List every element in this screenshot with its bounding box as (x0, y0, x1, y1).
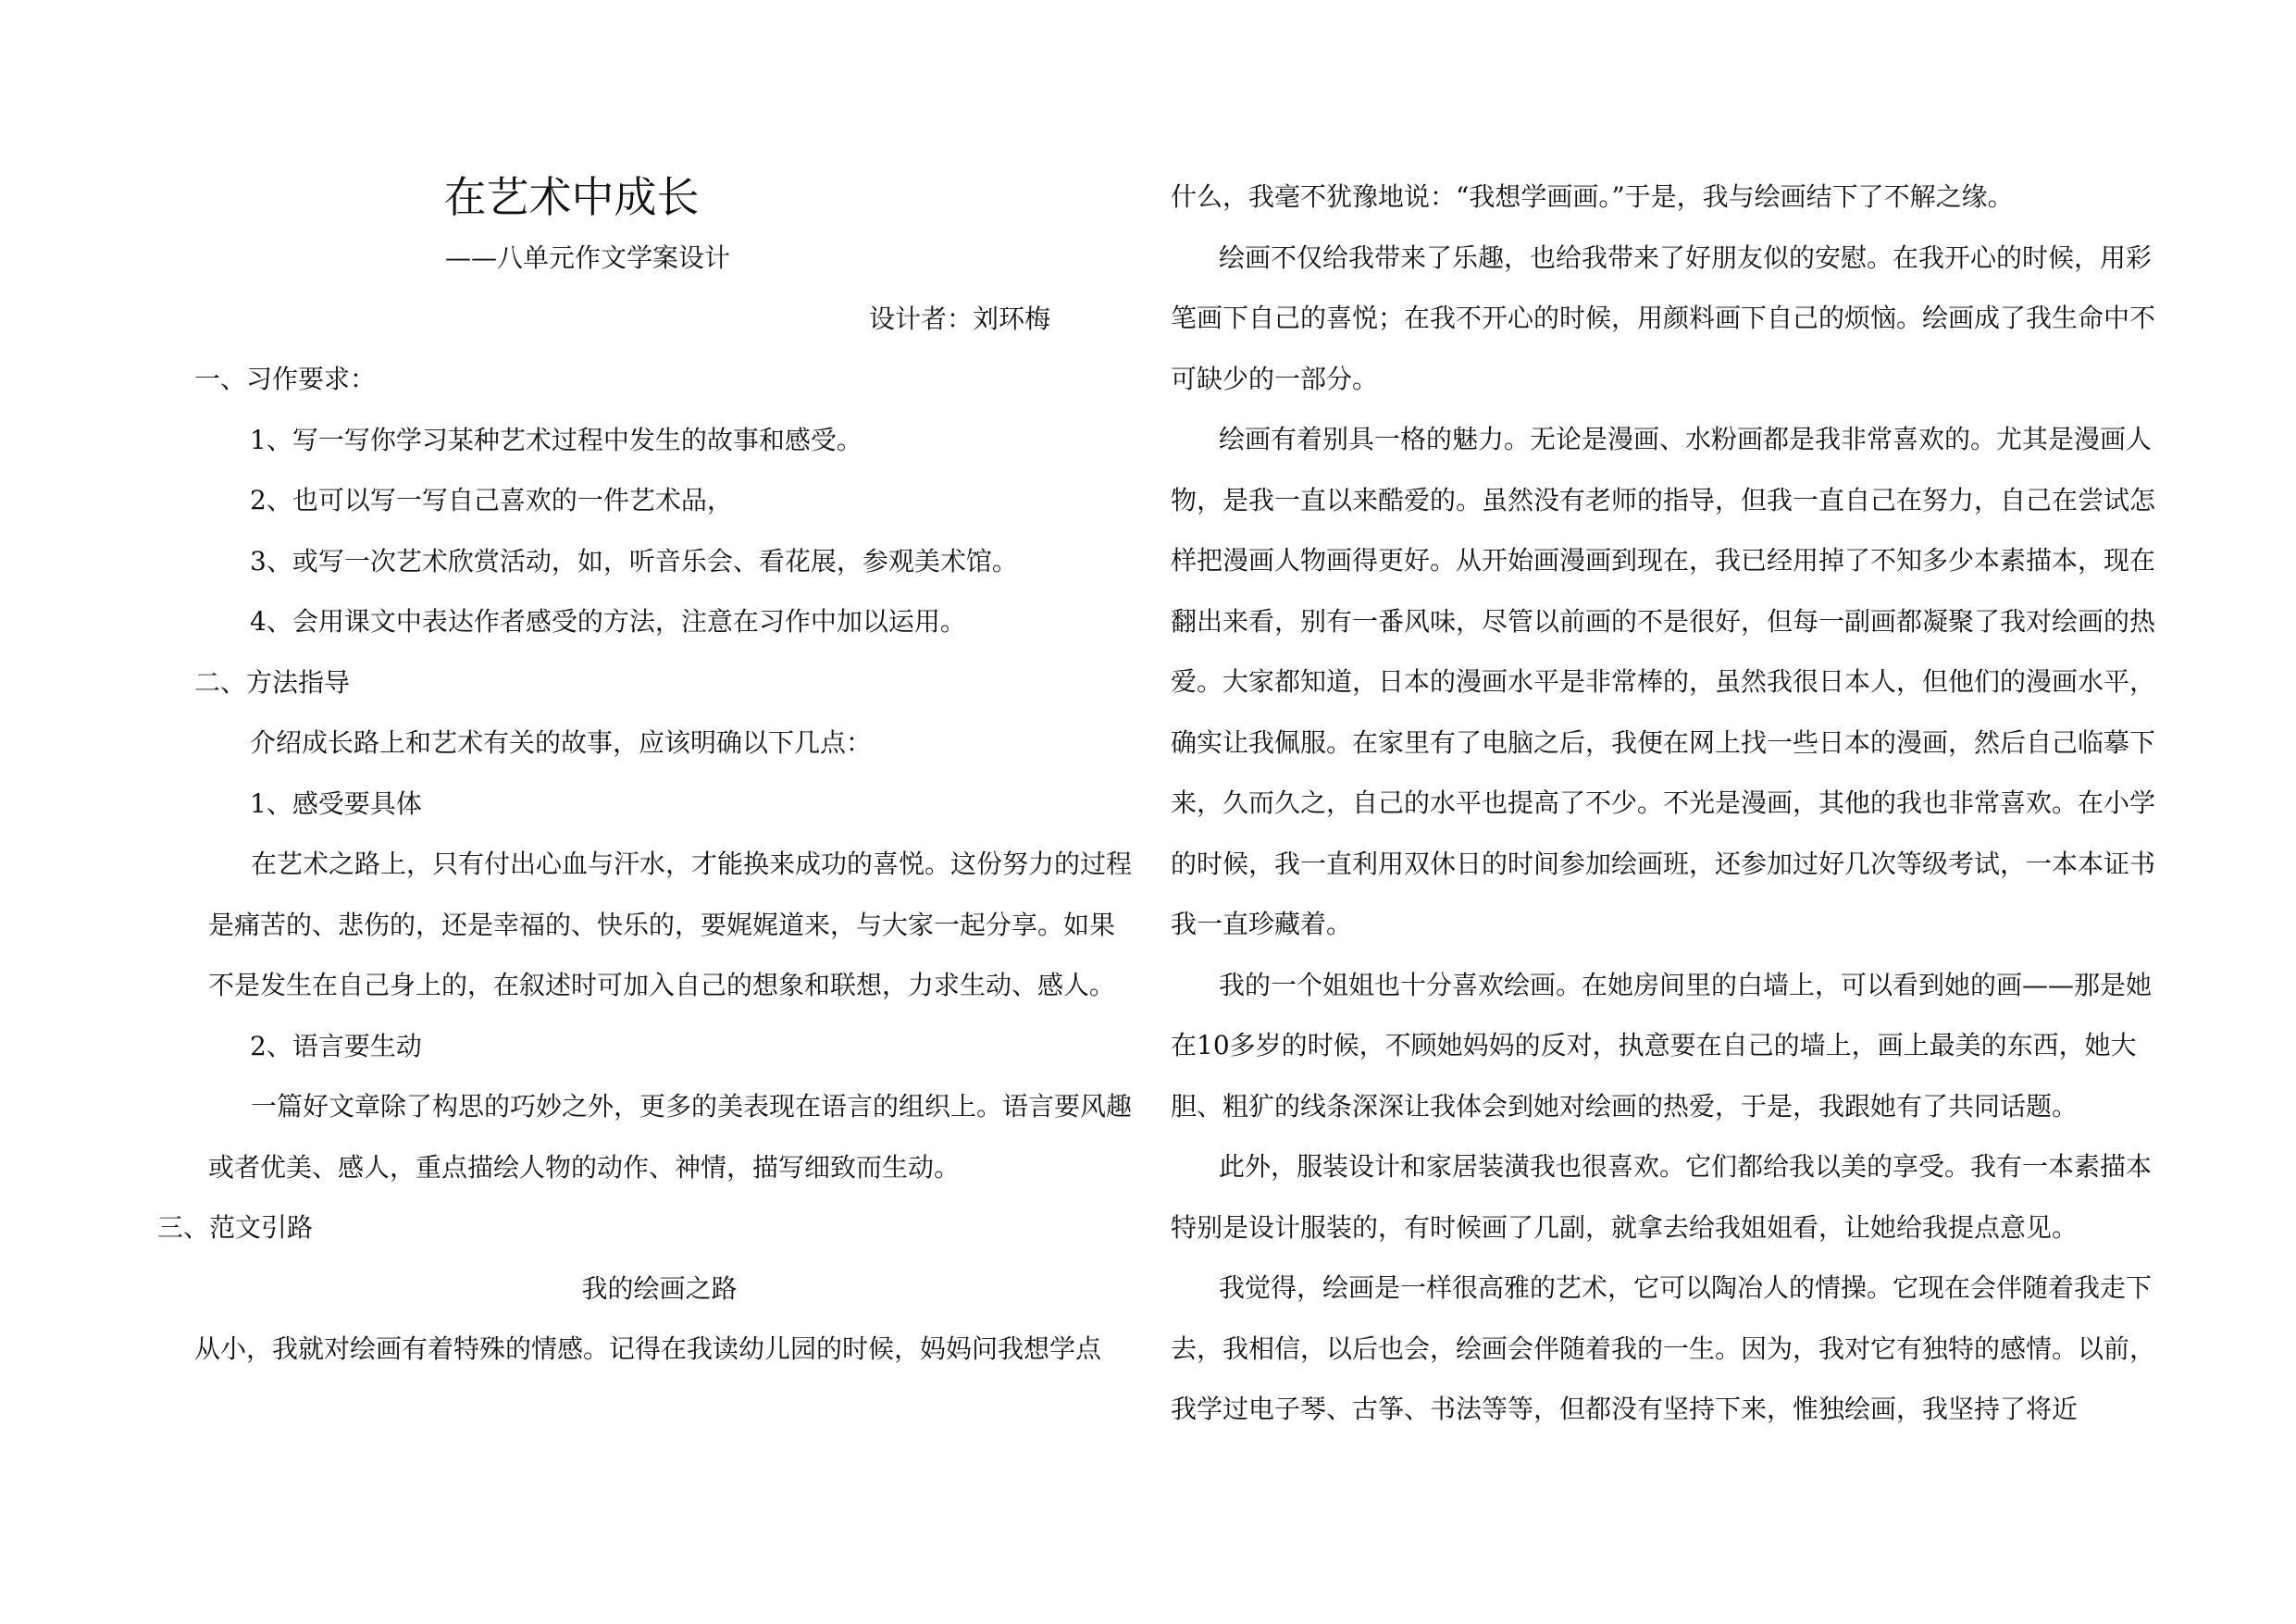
section2-heading: 二、方法指导 (194, 666, 351, 698)
right-column (1171, 167, 2166, 1481)
left-column (157, 167, 1138, 1481)
point2-heading: 2、语言要生动 (250, 1030, 422, 1061)
section1-heading: 一、习作要求： (194, 364, 377, 394)
point1-heading: 1、感受要具体 (250, 787, 422, 819)
essay-paragraph: 我的一个姐姐也十分喜欢绘画。在她房间里的白墙上，可以看到她的画——那是她在10多岁的时候，不顾她妈妈的反对，执意要在自己的墙上，画上最美的东西，她大胆、粗犷的线条深深让我体会到她对绘画的热爱，于是，我跟她有了共同话题。 (1171, 969, 2153, 1122)
method-intro: 介绍成长路上和艺术有关的故事，应该明确以下几点： (250, 727, 873, 758)
requirement-item: 2、也可以写一写自己喜欢的一件艺术品， (250, 485, 733, 515)
requirement-item: 4、会用课文中表达作者感受的方法，注意在习作中加以运用。 (250, 606, 966, 637)
essay-paragraph: 绘画有着别具一格的魅力。无论是漫画、水粉画都是我非常喜欢的。尤其是漫画人物，是我一直以来酷爱的。虽然没有老师的指导，但我一直自己在努力，自己在尝试怎样把漫画人物画得更好。从开始画漫画到现在，我已经用掉了不知多少本素描本，现在翻出来看，别有一番风味，尽管以前画的不是很好，但每一副画都凝聚了我对绘画的热爱。大家都知道，日本的漫画水平是非常棒的，虽然我很日本人，但他们的漫画水平，确实让我佩服。在家里有了电脑之后，我便在网上找一些日本的漫画，然后自己临摹下来，久而久之，自己的水平也提高了不少。不光是漫画，其他的我也非常喜欢。在小学的时候，我一直利用双休日的时间参加绘画班，还参加过好几次等级考试，一本本证书我一直珍藏着。 (1171, 424, 2156, 939)
designer-line: 设计者：刘环梅 (868, 303, 1050, 334)
point2-text: 一篇好文章除了构思的巧妙之外，更多的美表现在语言的组织上。语言要风趣或者优美、感人，重点描绘人物的动作、神情，描写细致而生动。 (208, 1091, 1133, 1183)
essay-continuation: 什么，我毫不犹豫地说：“我想学画画。”于是，我与绘画结下了不解之缘。 (1171, 181, 2014, 212)
document-title: 在艺术中成长 (443, 172, 700, 222)
essay-lead-paragraph: 从小，我就对绘画有着特殊的情感。记得在我读幼儿园的时候，妈妈问我想学点 (194, 1333, 1102, 1364)
essay-paragraph: 我觉得，绘画是一样很高雅的艺术，它可以陶冶人的情操。它现在会伴随着我走下去，我相信，以后也会，绘画会伴随着我的一生。因为，我对它有独特的感情。以前，我学过电子琴、古筝、书法等等，但都没有坚持下来，惟独绘画，我坚持了将近 (1171, 1272, 2156, 1424)
point1-text: 在艺术之路上，只有付出心血与汗水，才能换来成功的喜悦。这份努力的过程是痛苦的、悲伤的，还是幸福的、快乐的，要娓娓道来，与大家一起分享。如果不是发生在自己身上的，在叙述时可加入自己的想象和联想，力求生动、感人。 (208, 849, 1133, 1000)
essay-title: 我的绘画之路 (581, 1272, 738, 1304)
section3-heading: 三、范文引路 (157, 1212, 314, 1243)
requirement-item: 3、或写一次艺术欣赏活动，如，听音乐会、看花展，参观美术馆。 (250, 545, 1018, 576)
essay-paragraph: 绘画不仅给我带来了乐趣，也给我带来了好朋友似的安慰。在我开心的时候，用彩笔画下自己的喜悦；在我不开心的时候，用颜料画下自己的烦恼。绘画成了我生命中不可缺少的一部分。 (1171, 242, 2156, 394)
essay-paragraph: 此外，服装设计和家居装潢我也很喜欢。它们都给我以美的享受。我有一本素描本特别是设计服装的，有时候画了几副，就拿去给我姐姐看，让她给我提点意见。 (1171, 1151, 2153, 1243)
document-subtitle: ——八单元作文学案设计 (444, 242, 730, 273)
requirement-item: 1、写一写你学习某种艺术过程中发生的故事和感受。 (250, 424, 863, 455)
